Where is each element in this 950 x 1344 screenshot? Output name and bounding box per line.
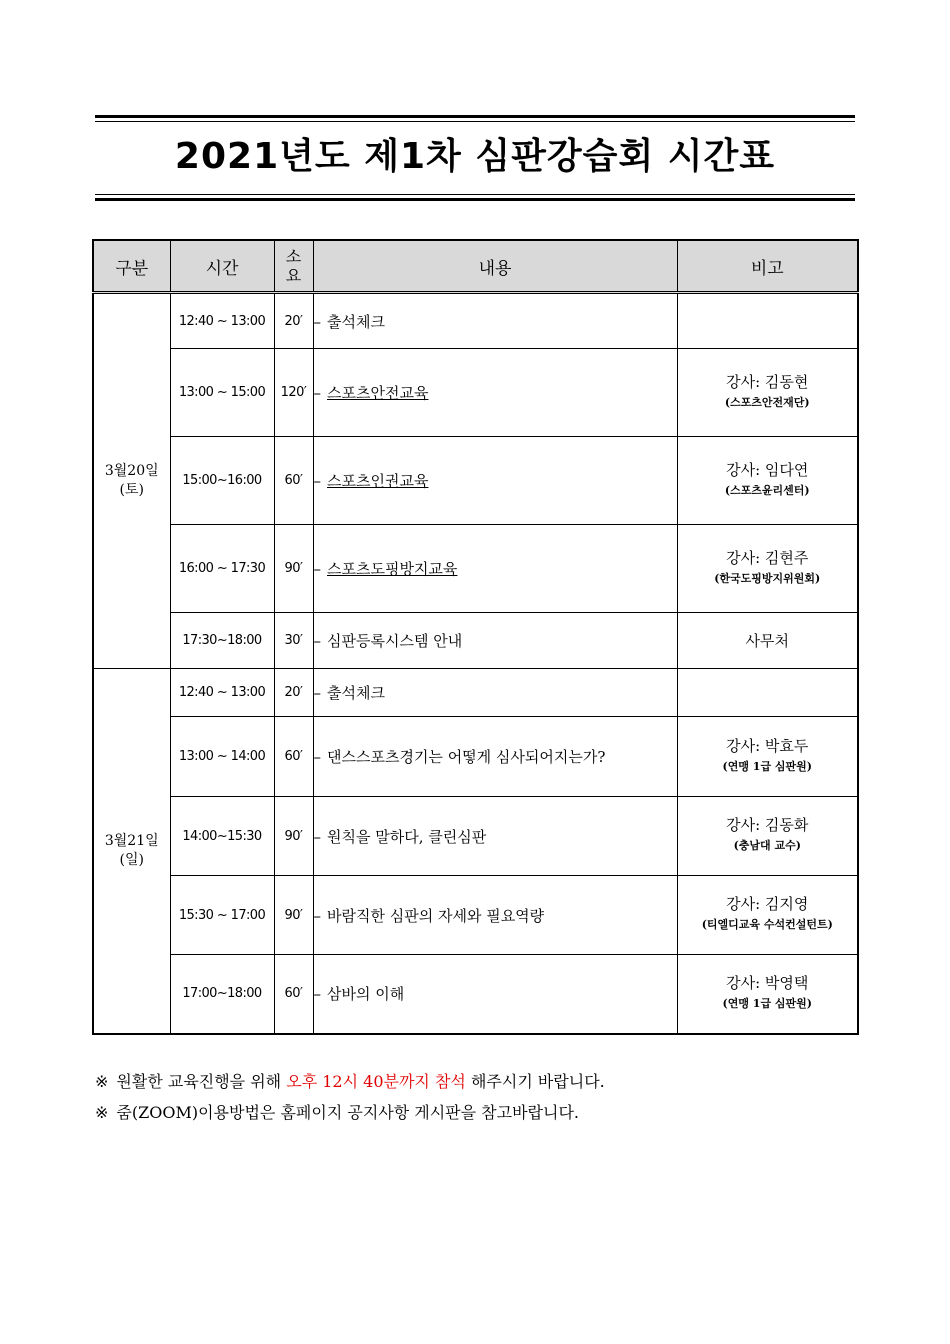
duration-cell: 60′ xyxy=(274,717,313,797)
table-row xyxy=(93,797,858,876)
table-row xyxy=(93,437,858,525)
table-row xyxy=(93,955,858,1034)
note-cell: 강사: 임다연 (스포츠윤리센터) xyxy=(677,437,858,525)
content-cell: – 스포츠도핑방지교육 xyxy=(313,525,677,613)
day-label: 3월21일 (일) xyxy=(93,669,170,1034)
title-rule-bottom xyxy=(95,198,855,201)
dash-mark: – xyxy=(313,384,321,402)
table-row xyxy=(93,876,858,955)
schedule-table xyxy=(92,239,859,1035)
duration-cell: 90′ xyxy=(274,876,313,955)
content-cell: – 댄스스포츠경기는 어떻게 심사되어지는가? xyxy=(313,717,677,797)
page-title: 2021년도 제1차 심판강습회 시간표 xyxy=(174,136,776,177)
note-cell: 강사: 김동화 (충남대 교수) xyxy=(677,797,858,876)
note-cell: 사무처 xyxy=(677,613,858,669)
dash-mark: – xyxy=(313,312,321,331)
footer-notes xyxy=(95,1066,875,1128)
header-division: 구분 xyxy=(93,240,170,293)
content-cell: – 출석체크 xyxy=(313,293,677,349)
header-content: 내용 xyxy=(313,240,677,293)
duration-cell: 90′ xyxy=(274,797,313,876)
header-time: 시간 xyxy=(170,240,274,293)
header-note: 비고 xyxy=(677,240,858,293)
dash-mark: – xyxy=(313,632,321,650)
note-line-2: ※ 줌(ZOOM)이용방법은 홈페이지 공지사항 게시판을 참고바랍니다. xyxy=(95,1103,579,1122)
time-cell: 13:00 ~ 15:00 xyxy=(170,349,274,437)
dash-mark: – xyxy=(313,684,321,702)
time-cell: 12:40 ~ 13:00 xyxy=(170,293,274,349)
title-rule-bottom-thin xyxy=(95,194,855,195)
dash-mark: – xyxy=(313,827,321,846)
time-cell: 12:40 ~ 13:00 xyxy=(170,669,274,717)
time-cell: 16:00 ~ 17:30 xyxy=(170,525,274,613)
content-cell: – 원칙을 말하다, 클린심판 xyxy=(313,797,677,876)
dash-mark: – xyxy=(313,985,321,1004)
note-cell: 강사: 김현주 (한국도핑방지위원회) xyxy=(677,525,858,613)
title-block xyxy=(95,115,855,203)
content-cell: – 삼바의 이해 xyxy=(313,955,677,1034)
time-cell: 17:30~18:00 xyxy=(170,613,274,669)
table-header-row xyxy=(93,240,858,293)
table-row xyxy=(93,613,858,669)
title-rule-top-thin xyxy=(95,121,855,122)
content-cell: – 스포츠안전교육 xyxy=(313,349,677,437)
note-cell: 강사: 박효두 (연맹 1급 심판원) xyxy=(677,717,858,797)
dash-mark: – xyxy=(313,560,321,578)
time-cell: 13:00 ~ 14:00 xyxy=(170,717,274,797)
note-cell: 강사: 박영택 (연맹 1급 심판원) xyxy=(677,955,858,1034)
header-duration: 소 요 xyxy=(274,240,313,293)
content-cell: – 바람직한 심판의 자세와 필요역량 xyxy=(313,876,677,955)
dash-mark: – xyxy=(313,472,321,490)
dash-mark: – xyxy=(313,906,321,925)
content-cell: – 심판등록시스템 안내 xyxy=(313,613,677,669)
note-line-1: ※ 원활한 교육진행을 위해 오후 12시 40분까지 참석 해주시기 바랍니다. xyxy=(95,1072,605,1091)
time-cell: 17:00~18:00 xyxy=(170,955,274,1034)
table-row xyxy=(93,525,858,613)
reference-mark: ※ xyxy=(95,1103,109,1122)
time-cell: 15:30 ~ 17:00 xyxy=(170,876,274,955)
duration-cell: 30′ xyxy=(274,613,313,669)
duration-cell: 120′ xyxy=(274,349,313,437)
time-cell: 14:00~15:30 xyxy=(170,797,274,876)
title-rule-top xyxy=(95,115,855,118)
duration-cell: 20′ xyxy=(274,293,313,349)
content-cell: – 출석체크 xyxy=(313,669,677,717)
note-cell xyxy=(677,669,858,717)
reference-mark: ※ xyxy=(95,1072,109,1091)
table-row xyxy=(93,293,858,349)
table-row xyxy=(93,669,858,717)
table-row xyxy=(93,349,858,437)
table-row xyxy=(93,717,858,797)
time-cell: 15:00~16:00 xyxy=(170,437,274,525)
duration-cell: 90′ xyxy=(274,525,313,613)
duration-cell: 20′ xyxy=(274,669,313,717)
content-cell: – 스포츠인권교육 xyxy=(313,437,677,525)
duration-cell: 60′ xyxy=(274,955,313,1034)
day-label: 3월20일 (토) xyxy=(93,293,170,669)
note-cell xyxy=(677,293,858,349)
highlight-text: 오후 12시 40분까지 참석 xyxy=(286,1072,466,1091)
note-cell: 강사: 김동현 (스포츠안전재단) xyxy=(677,349,858,437)
duration-cell: 60′ xyxy=(274,437,313,525)
dash-mark: – xyxy=(313,748,321,766)
note-cell: 강사: 김지영 (티엘디교육 수석컨설턴트) xyxy=(677,876,858,955)
